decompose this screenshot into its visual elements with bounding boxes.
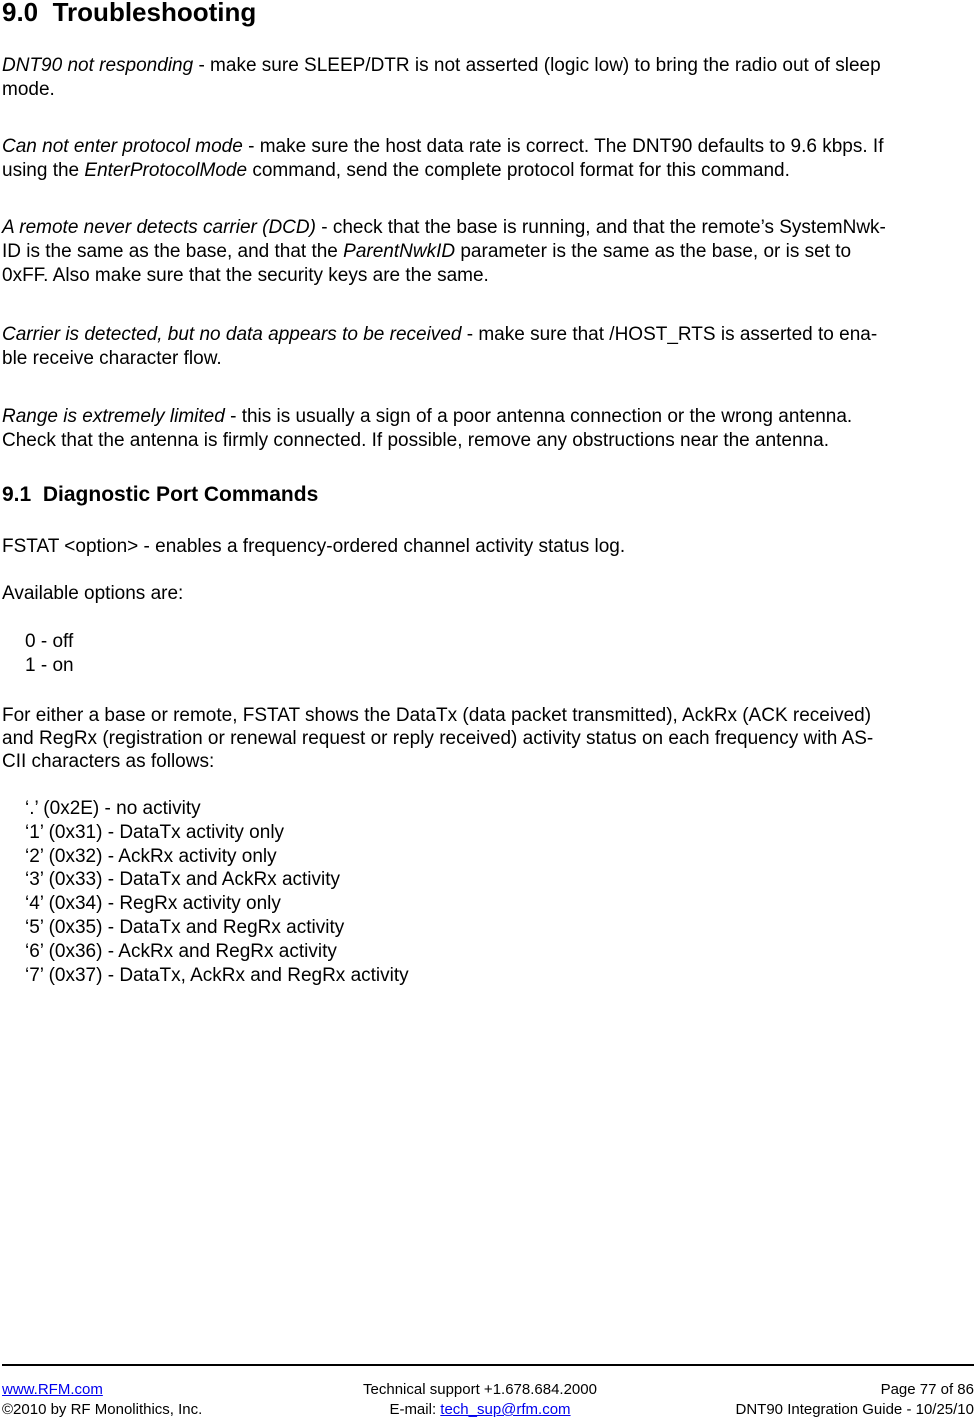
- section-number: 9.1: [2, 483, 32, 506]
- page-number: Page 77 of 86: [880, 1381, 974, 1398]
- item-term: Carrier is detected, but no data appears to be received: [2, 324, 462, 345]
- section-heading-troubleshooting: [2, 0, 256, 28]
- troubleshooting-item-carrier-dcd: [2, 216, 972, 288]
- item-text: - this is usually a sign of a poor antenna connection or the wrong antenna.: [224, 406, 853, 427]
- parameter-name: ParentNwkID: [343, 241, 456, 262]
- support-phone: Technical support +1.678.684.2000: [363, 1381, 597, 1398]
- list-item: ‘2’ (0x32) - AckRx activity only: [25, 845, 277, 867]
- fstat-command-line: FSTAT <option> - enables a frequency-ordered channel activity status log.: [2, 536, 626, 557]
- troubleshooting-item-range-limited: [2, 405, 972, 453]
- item-text: ID is the same as the base, and that the: [2, 241, 344, 262]
- list-item: ‘4’ (0x34) - RegRx activity only: [25, 893, 281, 915]
- fstat-description: [2, 704, 972, 773]
- item-text: mode.: [2, 79, 55, 100]
- item-text: - check that the base is running, and that the remote’s SystemNwk-: [315, 217, 886, 238]
- section-title: Diagnostic Port Commands: [42, 483, 319, 506]
- options-intro: Available options are:: [2, 583, 184, 604]
- item-term: DNT90 not responding: [2, 55, 194, 76]
- ascii-codes-list: [25, 797, 409, 987]
- item-term: Can not enter protocol mode: [2, 136, 243, 157]
- list-item: ‘6’ (0x36) - AckRx and RegRx activity: [25, 940, 337, 962]
- list-item: ‘1’ (0x31) - DataTx activity only: [25, 821, 285, 843]
- footer-center: [330, 1380, 630, 1420]
- item-term: Range is extremely limited: [2, 406, 225, 427]
- options-list: [25, 630, 74, 678]
- command-name: EnterProtocolMode: [84, 160, 248, 181]
- item-text: - make sure the host data rate is correct. The DNT90 defaults to 9.6 kbps. If: [242, 136, 884, 157]
- troubleshooting-item-no-data: [2, 323, 972, 371]
- item-text: parameter is the same as the base, or is set to: [455, 241, 852, 262]
- section-number: 9.0: [2, 0, 39, 27]
- footer-divider: [2, 1364, 974, 1366]
- document-title-date: DNT90 Integration Guide - 10/25/10: [735, 1401, 974, 1418]
- description-line: For either a base or remote, FSTAT shows the DataTx (data packet transmitted), AckRx (ACK received): [2, 705, 872, 726]
- list-item: ‘.’ (0x2E) - no activity: [25, 798, 201, 819]
- item-text: - make sure that /HOST_RTS is asserted to ena-: [461, 324, 878, 345]
- item-text: - make sure SLEEP/DTR is not asserted (logic low) to bring the radio out of sleep: [193, 55, 881, 76]
- item-text: using the: [2, 160, 85, 181]
- footer-left: [2, 1380, 202, 1420]
- email-label: E-mail:: [389, 1401, 441, 1418]
- list-item: ‘5’ (0x35) - DataTx and RegRx activity: [25, 916, 345, 938]
- item-text: Check that the antenna is firmly connected. If possible, remove any obstructions near the antenna.: [2, 430, 829, 451]
- list-item: 0 - off: [25, 631, 74, 652]
- item-term: A remote never detects carrier (DCD): [2, 217, 316, 238]
- item-text: ble receive character flow.: [2, 348, 222, 369]
- troubleshooting-item-not-responding: [2, 54, 972, 102]
- footer-right: [736, 1380, 974, 1420]
- item-text: 0xFF. Also make sure that the security keys are the same.: [2, 265, 489, 286]
- email-link[interactable]: tech_sup@rfm.com: [440, 1401, 571, 1418]
- list-item: 1 - on: [25, 655, 74, 676]
- section-title: Troubleshooting: [52, 0, 257, 27]
- item-text: command, send the complete protocol format for this command.: [247, 160, 790, 181]
- website-link[interactable]: www.RFM.com: [2, 1381, 103, 1398]
- section-heading-diagnostic-commands: [2, 483, 318, 507]
- description-line: and RegRx (registration or renewal request or reply received) activity status on each frequency with AS-: [2, 728, 874, 749]
- copyright-text: ©2010 by RF Monolithics, Inc.: [2, 1401, 203, 1418]
- list-item: ‘7’ (0x37) - DataTx, AckRx and RegRx activity: [25, 964, 409, 986]
- description-line: CII characters as follows:: [2, 751, 215, 772]
- troubleshooting-item-protocol-mode: [2, 135, 972, 183]
- list-item: ‘3’ (0x33) - DataTx and AckRx activity: [25, 869, 341, 891]
